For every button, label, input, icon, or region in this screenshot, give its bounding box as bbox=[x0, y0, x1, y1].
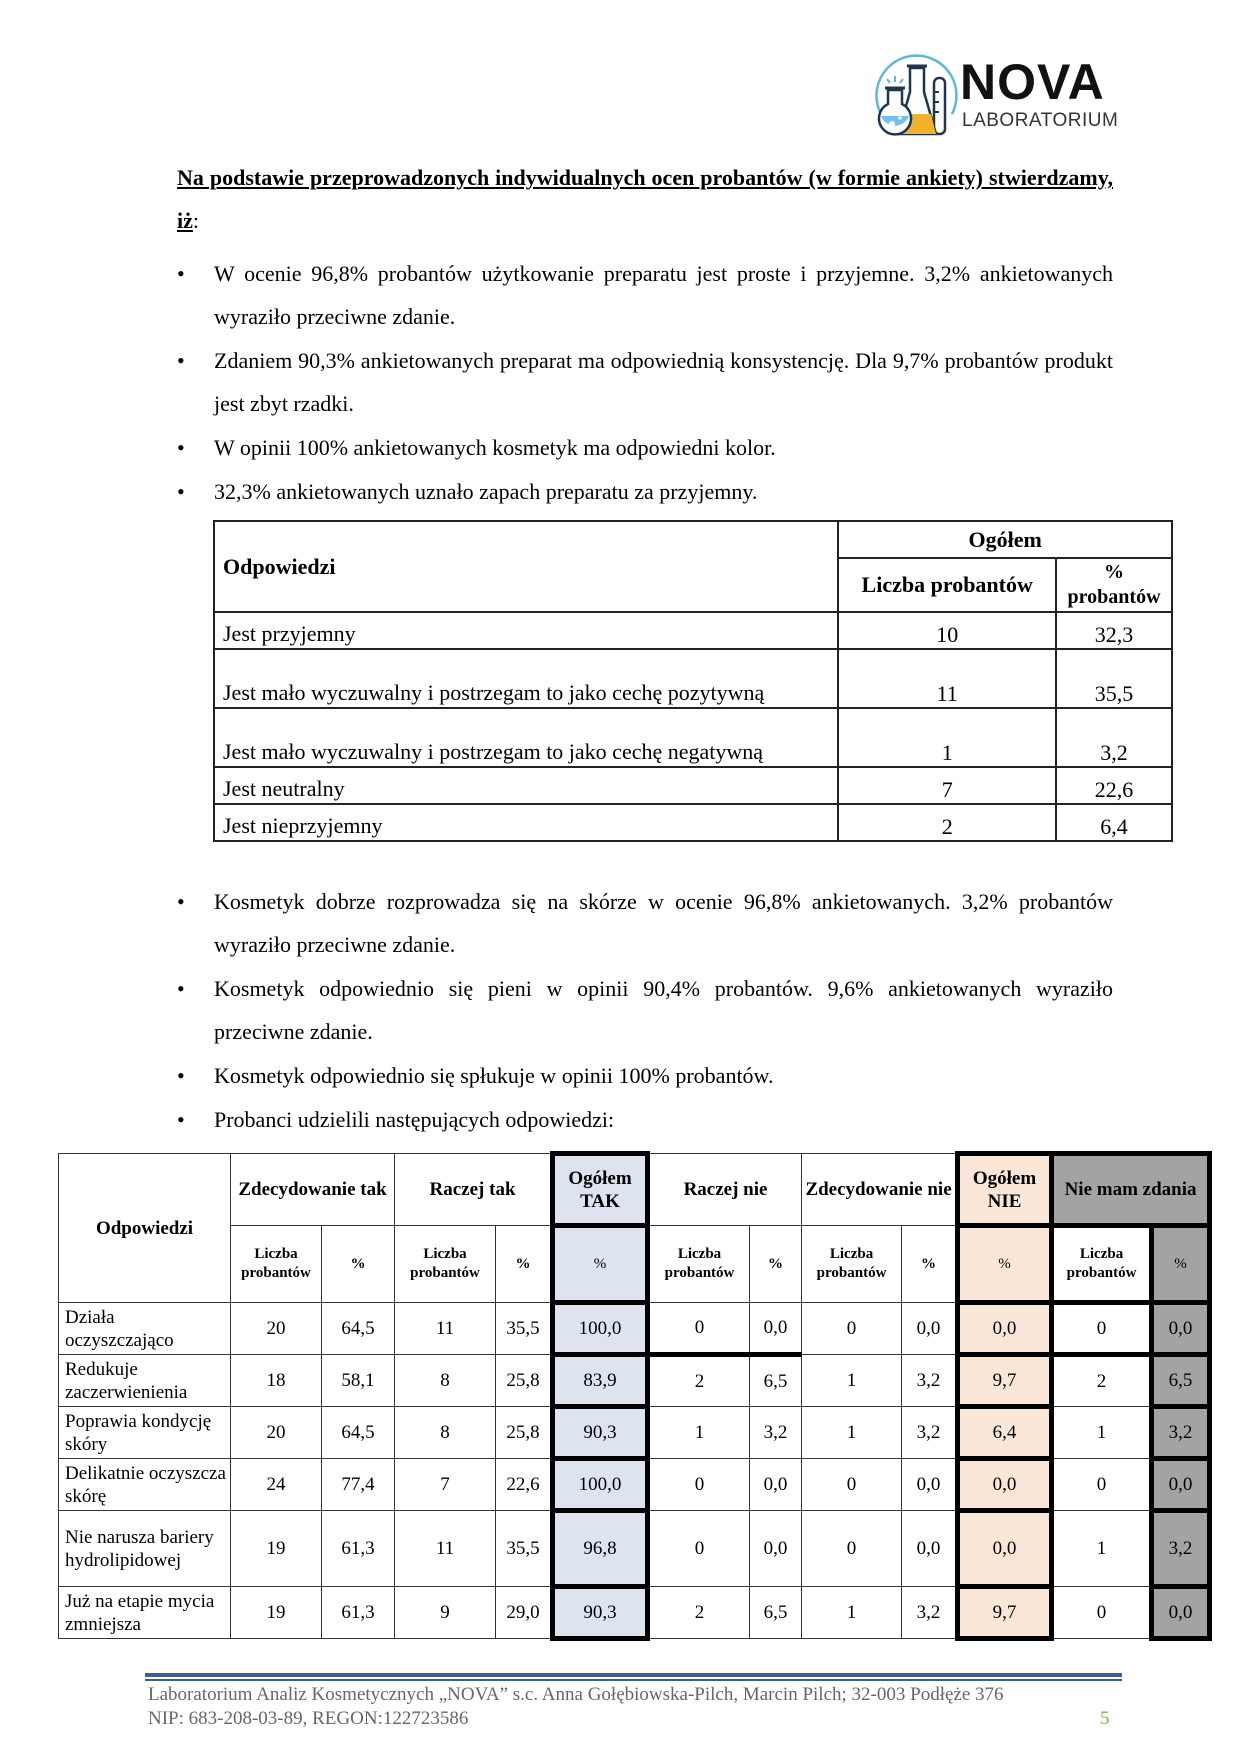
table-row bbox=[214, 708, 1172, 767]
list-item: • Kosmetyk odpowiednio się pieni w opinii 90,4% probantów. 9,6% ankietowanych wyraziło przeciwne zdanie. bbox=[177, 967, 1113, 1053]
column-header-no-opinion: Nie mam zdania bbox=[1052, 1154, 1210, 1226]
row-count: 2 bbox=[838, 804, 1056, 841]
cell-rn-percent: 6,5 bbox=[750, 1355, 802, 1407]
cell-total-no: 9,7 bbox=[958, 1355, 1052, 1407]
cell-no-opinion-count: 1 bbox=[1052, 1407, 1152, 1459]
list-item: • Zdaniem 90,3% ankietowanych preparat ma odpowiednią konsystencję. Dla 9,7% probantów produkt jest zbyt rzadki. bbox=[177, 339, 1113, 425]
cell-rn-percent: 6,5 bbox=[750, 1587, 802, 1639]
cell-rn-count: 2 bbox=[648, 1587, 750, 1639]
cell-rn-percent: 3,2 bbox=[750, 1407, 802, 1459]
cell-dy-percent: 58,1 bbox=[322, 1355, 395, 1407]
table-row bbox=[214, 649, 1172, 708]
row-percent: 35,5 bbox=[1056, 649, 1172, 708]
section-heading bbox=[177, 156, 1113, 242]
cell-total-yes: 83,9 bbox=[553, 1355, 648, 1407]
table-row bbox=[59, 1303, 1210, 1355]
cell-rn-percent: 0,0 bbox=[750, 1459, 802, 1511]
row-label: Działa oczyszczająco bbox=[59, 1303, 231, 1355]
cell-dy-count: 20 bbox=[231, 1407, 322, 1459]
effects-results-table bbox=[58, 1151, 1212, 1641]
subheader-count: Liczba probantów bbox=[231, 1226, 322, 1303]
findings-list-top bbox=[177, 252, 1113, 513]
cell-rn-count: 0 bbox=[648, 1459, 750, 1511]
cell-dn-percent: 3,2 bbox=[902, 1355, 958, 1407]
cell-dn-count: 0 bbox=[802, 1303, 902, 1355]
cell-rn-count: 2 bbox=[648, 1355, 750, 1407]
cell-dy-count: 19 bbox=[231, 1511, 322, 1587]
column-header-rather-no: Raczej nie bbox=[648, 1154, 802, 1226]
scent-results-table bbox=[213, 520, 1173, 842]
column-header-answers: Odpowiedzi bbox=[59, 1154, 231, 1303]
cell-ry-percent: 25,8 bbox=[496, 1407, 553, 1459]
cell-total-no: 6,4 bbox=[958, 1407, 1052, 1459]
cell-total-yes: 90,3 bbox=[553, 1587, 648, 1639]
cell-dn-count: 0 bbox=[802, 1511, 902, 1587]
row-label: Jest przyjemny bbox=[214, 612, 838, 649]
row-count: 7 bbox=[838, 767, 1056, 804]
row-count: 10 bbox=[838, 612, 1056, 649]
cell-rn-count: 1 bbox=[648, 1407, 750, 1459]
table-row bbox=[214, 767, 1172, 804]
cell-total-yes: 100,0 bbox=[553, 1459, 648, 1511]
subheader-count: Liczba probantów bbox=[648, 1226, 750, 1303]
nova-logo bbox=[872, 52, 1119, 144]
cell-ry-percent: 35,5 bbox=[496, 1511, 553, 1587]
cell-no-opinion-percent: 0,0 bbox=[1152, 1303, 1210, 1355]
cell-no-opinion-percent: 6,5 bbox=[1152, 1355, 1210, 1407]
cell-dy-percent: 61,3 bbox=[322, 1587, 395, 1639]
logo-wordmark: NOVA bbox=[960, 54, 1105, 110]
cell-ry-percent: 35,5 bbox=[496, 1303, 553, 1355]
logo-subtitle: LABORATORIUM bbox=[962, 110, 1119, 131]
findings-list-mid bbox=[177, 880, 1113, 1141]
cell-dy-count: 18 bbox=[231, 1355, 322, 1407]
cell-dn-count: 0 bbox=[802, 1459, 902, 1511]
list-item: • Kosmetyk odpowiednio się spłukuje w opinii 100% probantów. bbox=[177, 1054, 1113, 1097]
cell-ry-percent: 29,0 bbox=[496, 1587, 553, 1639]
subheader-percent: % bbox=[902, 1226, 958, 1303]
row-label: Już na etapie mycia zmniejsza bbox=[59, 1587, 231, 1639]
table-row bbox=[59, 1587, 1210, 1639]
row-percent: 6,4 bbox=[1056, 804, 1172, 841]
footer-rule-thin bbox=[145, 1679, 1122, 1681]
footer-company: Laboratorium Analiz Kosmetycznych „NOVA” s.c. Anna Gołębiowska-Pilch, Marcin Pilch; 32-003 Podłęże 376 bbox=[148, 1684, 1004, 1705]
cell-ry-count: 8 bbox=[395, 1355, 496, 1407]
cell-total-no: 0,0 bbox=[958, 1511, 1052, 1587]
list-item: • W ocenie 96,8% probantów użytkowanie preparatu jest proste i przyjemne. 3,2% ankietowanych wyraziło przeciwne zdanie. bbox=[177, 252, 1113, 338]
cell-total-no: 9,7 bbox=[958, 1587, 1052, 1639]
page-number: 5 bbox=[1100, 1708, 1110, 1729]
cell-no-opinion-percent: 0,0 bbox=[1152, 1459, 1210, 1511]
list-item: • 32,3% ankietowanych uznało zapach preparatu za przyjemny. bbox=[177, 470, 1113, 513]
percent-label: probantów bbox=[1067, 586, 1161, 608]
cell-total-no: 0,0 bbox=[958, 1459, 1052, 1511]
cell-dy-count: 20 bbox=[231, 1303, 322, 1355]
lab-flasks-icon bbox=[872, 52, 958, 144]
cell-no-opinion-percent: 0,0 bbox=[1152, 1587, 1210, 1639]
table-row bbox=[59, 1459, 1210, 1511]
cell-ry-count: 11 bbox=[395, 1303, 496, 1355]
row-count: 1 bbox=[838, 708, 1056, 767]
cell-no-opinion-count: 0 bbox=[1052, 1587, 1152, 1639]
list-item: • Kosmetyk dobrze rozprowadza się na skórze w ocenie 96,8% ankietowanych. 3,2% probantów wyraziło przeciwne zdanie. bbox=[177, 880, 1113, 966]
column-header-total-yes: Ogółem TAK bbox=[553, 1154, 648, 1226]
subheader-count: Liczba probantów bbox=[802, 1226, 902, 1303]
column-header-definitely-no: Zdecydowanie nie bbox=[802, 1154, 958, 1226]
footer-rule bbox=[145, 1673, 1122, 1677]
row-count: 11 bbox=[838, 649, 1056, 708]
row-label: Jest neutralny bbox=[214, 767, 838, 804]
heading-text: Na podstawie przeprowadzonych indywidualnych ocen probantów (w formie ankiety) stwierdzamy, iż bbox=[177, 165, 1113, 233]
row-label: Jest nieprzyjemny bbox=[214, 804, 838, 841]
table-row bbox=[59, 1355, 1210, 1407]
table-row bbox=[214, 804, 1172, 841]
list-item: • Probanci udzielili następujących odpowiedzi: bbox=[177, 1098, 1113, 1141]
subheader-count: Liczba probantów bbox=[1052, 1226, 1152, 1303]
column-header-answers: Odpowiedzi bbox=[214, 521, 838, 612]
cell-dn-percent: 0,0 bbox=[902, 1459, 958, 1511]
row-label: Jest mało wyczuwalny i postrzegam to jako cechę negatywną bbox=[214, 708, 838, 767]
subheader-percent: % bbox=[750, 1226, 802, 1303]
row-label: Nie narusza bariery hydrolipidowej bbox=[59, 1511, 231, 1587]
column-header-definitely-yes: Zdecydowanie tak bbox=[231, 1154, 395, 1226]
cell-rn-percent: 0,0 bbox=[750, 1511, 802, 1587]
cell-ry-percent: 25,8 bbox=[496, 1355, 553, 1407]
footer-registration: NIP: 683-208-03-89, REGON:122723586 bbox=[148, 1708, 469, 1729]
column-header-count: Liczba probantów bbox=[838, 558, 1056, 612]
cell-rn-count: 0 bbox=[648, 1511, 750, 1587]
cell-rn-percent: 0,0 bbox=[750, 1303, 802, 1355]
subheader-percent: % bbox=[322, 1226, 395, 1303]
cell-rn-count: 0 bbox=[648, 1303, 750, 1355]
cell-dy-count: 24 bbox=[231, 1459, 322, 1511]
cell-ry-percent: 22,6 bbox=[496, 1459, 553, 1511]
cell-dn-percent: 3,2 bbox=[902, 1587, 958, 1639]
cell-dy-percent: 77,4 bbox=[322, 1459, 395, 1511]
cell-ry-count: 8 bbox=[395, 1407, 496, 1459]
subheader-count: Liczba probantów bbox=[395, 1226, 496, 1303]
table-row bbox=[214, 612, 1172, 649]
cell-no-opinion-percent: 3,2 bbox=[1152, 1511, 1210, 1587]
subheader-percent: % bbox=[496, 1226, 553, 1303]
heading-suffix: : bbox=[192, 208, 200, 233]
cell-no-opinion-percent: 3,2 bbox=[1152, 1407, 1210, 1459]
subheader-percent: % bbox=[1152, 1226, 1210, 1303]
cell-ry-count: 11 bbox=[395, 1511, 496, 1587]
cell-no-opinion-count: 0 bbox=[1052, 1459, 1152, 1511]
subheader-percent: % bbox=[553, 1226, 648, 1303]
cell-dn-count: 1 bbox=[802, 1407, 902, 1459]
cell-no-opinion-count: 1 bbox=[1052, 1511, 1152, 1587]
cell-dn-percent: 0,0 bbox=[902, 1303, 958, 1355]
table-row bbox=[59, 1407, 1210, 1459]
column-header-percent bbox=[1056, 558, 1172, 612]
row-percent: 32,3 bbox=[1056, 612, 1172, 649]
column-header-total-no: Ogółem NIE bbox=[958, 1154, 1052, 1226]
cell-dn-percent: 0,0 bbox=[902, 1511, 958, 1587]
cell-dy-percent: 64,5 bbox=[322, 1407, 395, 1459]
row-percent: 22,6 bbox=[1056, 767, 1172, 804]
cell-dn-count: 1 bbox=[802, 1355, 902, 1407]
cell-total-yes: 96,8 bbox=[553, 1511, 648, 1587]
cell-no-opinion-count: 0 bbox=[1052, 1303, 1152, 1355]
row-percent: 3,2 bbox=[1056, 708, 1172, 767]
cell-total-yes: 100,0 bbox=[553, 1303, 648, 1355]
cell-dy-percent: 64,5 bbox=[322, 1303, 395, 1355]
cell-ry-count: 7 bbox=[395, 1459, 496, 1511]
table-row bbox=[59, 1511, 1210, 1587]
subheader-percent: % bbox=[958, 1226, 1052, 1303]
cell-dn-percent: 3,2 bbox=[902, 1407, 958, 1459]
column-header-total: Ogółem bbox=[838, 521, 1172, 558]
row-label: Poprawia kondycję skóry bbox=[59, 1407, 231, 1459]
list-item: • W opinii 100% ankietowanych kosmetyk ma odpowiedni kolor. bbox=[177, 426, 1113, 469]
cell-dy-count: 19 bbox=[231, 1587, 322, 1639]
cell-total-no: 0,0 bbox=[958, 1303, 1052, 1355]
percent-symbol: % bbox=[1104, 561, 1125, 583]
cell-dy-percent: 61,3 bbox=[322, 1511, 395, 1587]
row-label: Delikatnie oczyszcza skórę bbox=[59, 1459, 231, 1511]
cell-dn-count: 1 bbox=[802, 1587, 902, 1639]
column-header-rather-yes: Raczej tak bbox=[395, 1154, 553, 1226]
row-label: Redukuje zaczerwienienia bbox=[59, 1355, 231, 1407]
cell-ry-count: 9 bbox=[395, 1587, 496, 1639]
row-label: Jest mało wyczuwalny i postrzegam to jako cechę pozytywną bbox=[214, 649, 838, 708]
cell-no-opinion-count: 2 bbox=[1052, 1355, 1152, 1407]
cell-total-yes: 90,3 bbox=[553, 1407, 648, 1459]
